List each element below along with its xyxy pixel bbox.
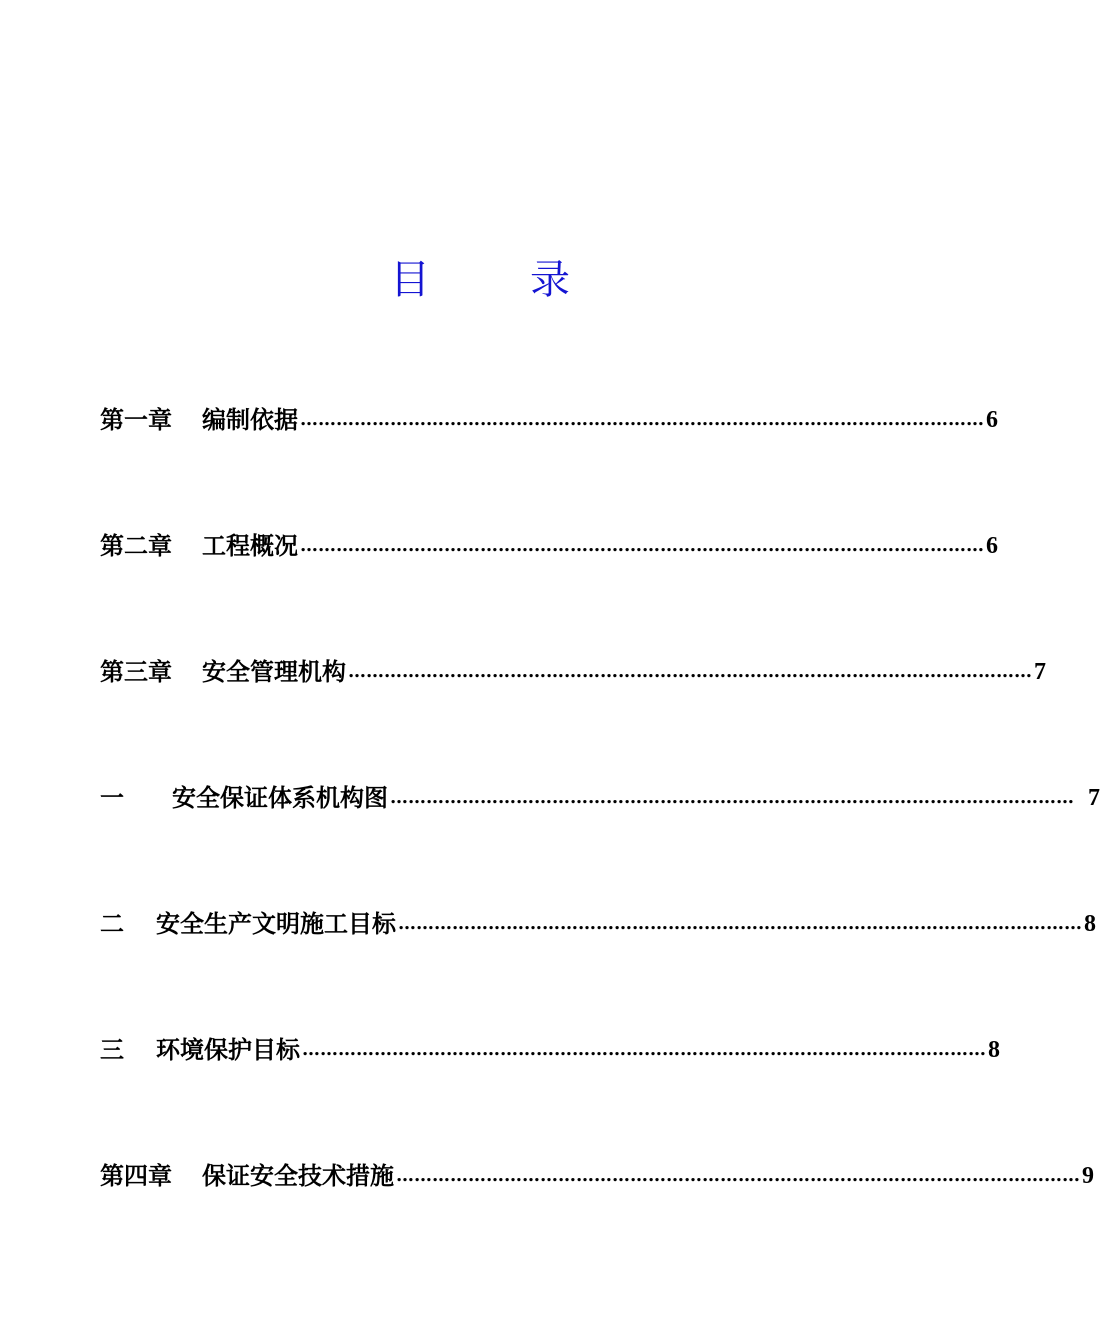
toc-entry-number: 一 [100, 783, 124, 812]
toc-entry-text: 工程概况 [202, 531, 298, 560]
toc-entry-page: 9 [1082, 1163, 1094, 1189]
toc-entry-3[interactable] [100, 654, 1046, 690]
toc-entry-text: 保证安全技术措施 [202, 1161, 394, 1190]
toc-entry-number: 二 [100, 909, 124, 938]
toc-entry-page: 6 [986, 533, 998, 559]
toc-entry-text: 编制依据 [202, 405, 298, 434]
toc-entry-2[interactable] [100, 528, 998, 564]
toc-title-char-2: 录 [530, 257, 570, 303]
toc-dot-leader: …………………………………………………………………………………………………… [300, 535, 984, 556]
toc-entry-page: 7 [1088, 785, 1100, 811]
toc-dot-leader: …………………………………………………………………………………………………… [300, 409, 984, 430]
toc-entry-text: 安全生产文明施工目标 [156, 909, 396, 938]
toc-dot-leader: …………………………………………………………………………………………………… [302, 1039, 986, 1060]
toc-entry-text: 环境保护目标 [156, 1035, 300, 1064]
toc-title [0, 252, 950, 308]
toc-entry-7[interactable] [100, 1158, 1094, 1194]
toc-entry-page: 6 [986, 407, 998, 433]
toc-entry-text: 安全管理机构 [202, 657, 346, 686]
toc-entry-number: 第四章 [100, 1161, 172, 1190]
toc-dot-leader: …………………………………………………………………………………………………… [396, 1165, 1080, 1186]
toc-entry-4[interactable] [100, 780, 1100, 816]
toc-dot-leader: …………………………………………………………………………………………………… [398, 913, 1082, 934]
toc-dot-leader: …………………………………………………………………………………………………… [348, 661, 1032, 682]
toc-entry-page: 8 [1084, 911, 1096, 937]
toc-entry-6[interactable] [100, 1032, 1000, 1068]
toc-dot-leader: …………………………………………………………………………………………………… [390, 787, 1074, 808]
toc-entry-text: 安全保证体系机构图 [172, 783, 388, 812]
toc-entry-number: 第三章 [100, 657, 172, 686]
toc-entry-page: 8 [988, 1037, 1000, 1063]
toc-entry-number: 第二章 [100, 531, 172, 560]
toc-entry-number: 三 [100, 1035, 124, 1064]
toc-title-char-1: 目 [390, 257, 430, 303]
toc-entry-number: 第一章 [100, 405, 172, 434]
toc-entry-page: 7 [1034, 659, 1046, 685]
toc-entry-5[interactable] [100, 906, 1096, 942]
toc-entry-1[interactable] [100, 402, 998, 438]
